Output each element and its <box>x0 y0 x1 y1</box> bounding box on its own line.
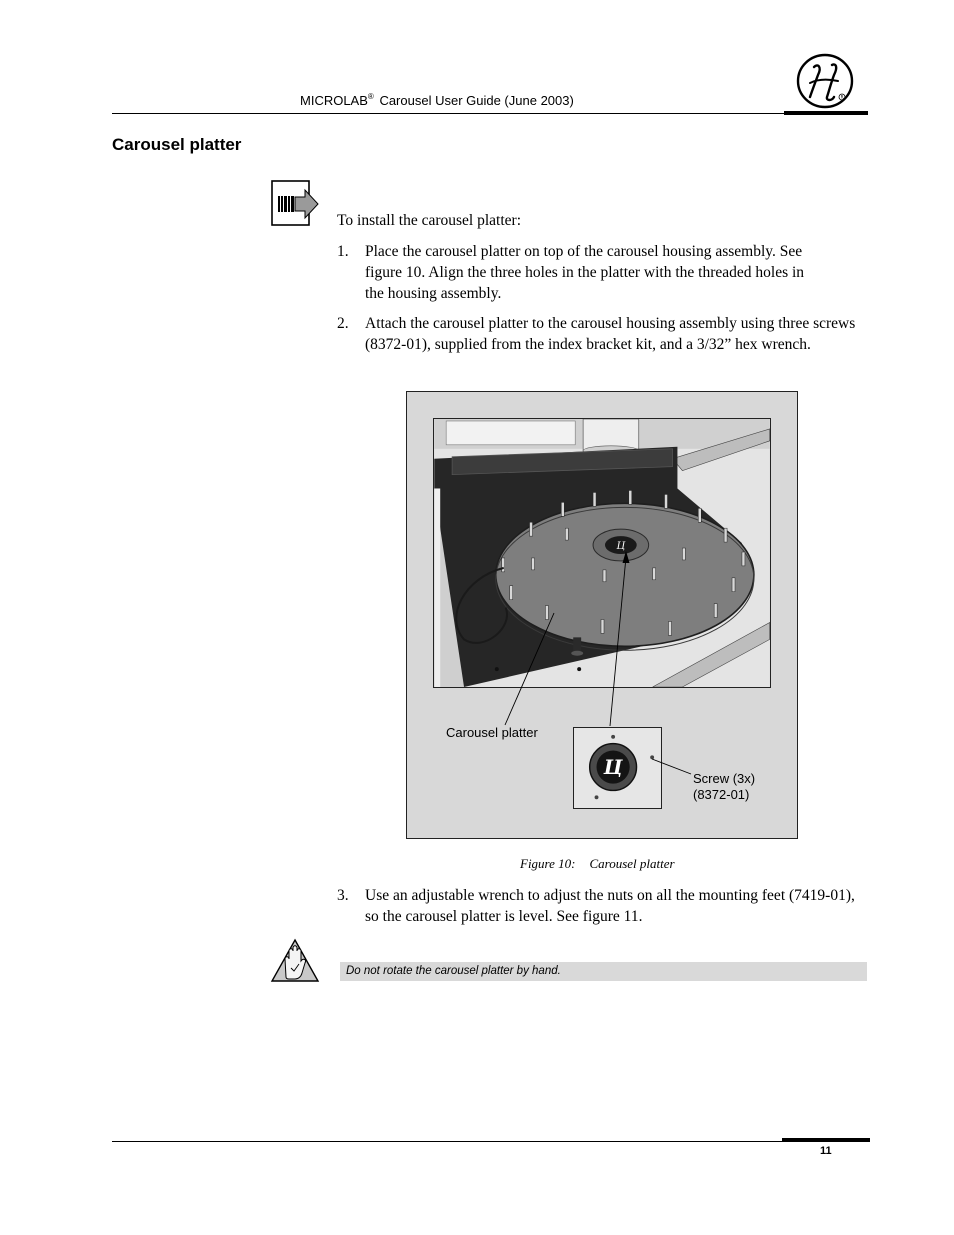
svg-text:Ц: Ц <box>616 541 626 553</box>
caption-number: Figure 10: <box>520 856 576 871</box>
step-number: 2. <box>337 315 349 332</box>
step-number: 3. <box>337 887 349 904</box>
header-brand: MICROLAB <box>300 93 368 108</box>
caption-title: Carousel platter <box>589 856 675 871</box>
callout-screw <box>693 771 755 803</box>
procedure-arrow-icon <box>271 180 319 226</box>
intro-text: To install the carousel platter: <box>337 212 521 229</box>
step-text: Place the carousel platter on top of the carousel housing assembly. See figure 10. Align the three holes in the platter with the threaded holes in the housing assembly. <box>365 243 805 302</box>
header-title: Carousel User Guide (June 2003) <box>379 93 574 108</box>
callout-screw-line2: (8372-01) <box>693 787 750 802</box>
step-text: Attach the carousel platter to the carousel housing assembly using three screws (8372-01), supplied from the index bracket kit, and a 3/32” hex wrench. <box>365 315 856 353</box>
svg-text:R: R <box>840 94 844 100</box>
step-number: 1. <box>337 243 349 260</box>
header-rule <box>112 113 784 114</box>
section-title: Carousel platter <box>112 135 242 154</box>
registered-mark: ® <box>367 92 374 101</box>
step-text: Use an adjustable wrench to adjust the nuts on all the mounting feet (7419-01), so the carousel platter is level. See figure 11. <box>365 887 855 925</box>
caution-hand-icon <box>270 937 320 984</box>
running-header <box>300 92 574 108</box>
footer-rule <box>112 1141 782 1142</box>
page-number: 11 <box>820 1145 832 1157</box>
callout-carousel-platter: Carousel platter <box>446 725 538 740</box>
callout-screw-line1: Screw (3x) <box>693 771 756 786</box>
header-rule-accent <box>784 111 868 115</box>
figure-caption <box>520 856 675 872</box>
caution-text: Do not rotate the carousel platter by hand. <box>346 965 561 977</box>
hamilton-logo-icon <box>796 53 856 109</box>
svg-text:Ц: Ц <box>603 755 623 779</box>
footer-rule-accent <box>782 1138 870 1142</box>
